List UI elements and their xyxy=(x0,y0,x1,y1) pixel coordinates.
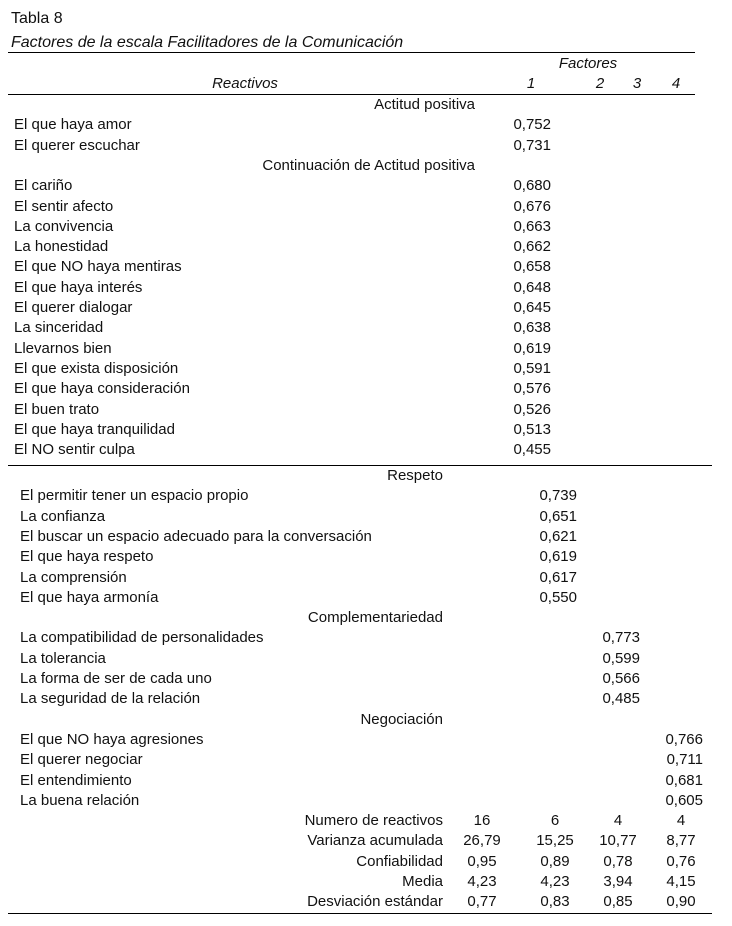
section-heading: Complementariedad xyxy=(307,609,443,627)
stat-value: 0,90 xyxy=(666,893,696,911)
stat-value: 0,85 xyxy=(603,893,633,911)
item-loading: 0,739 xyxy=(539,487,577,505)
stat-value: 16 xyxy=(473,812,491,830)
item-label: El cariño xyxy=(14,177,73,195)
stat-label: Confiabilidad xyxy=(356,852,443,870)
item-label: La compatibilidad de personalidades xyxy=(20,629,264,647)
section-heading: Actitud positiva xyxy=(374,96,475,113)
stat-value: 10,77 xyxy=(599,832,637,850)
item-loading: 0,621 xyxy=(539,527,577,545)
item-label: El querer escuchar xyxy=(14,136,140,154)
stat-label: Media xyxy=(402,873,443,890)
stat-value: 4 xyxy=(613,812,623,830)
item-label: El querer dialogar xyxy=(14,299,133,316)
header-factores: Factores xyxy=(558,55,618,72)
item-label: La tolerancia xyxy=(20,649,106,667)
item-loading: 0,591 xyxy=(513,359,551,377)
header-factor-4: 4 xyxy=(671,75,681,92)
stat-value: 15,25 xyxy=(536,832,574,850)
stat-value: 4,23 xyxy=(540,873,570,890)
header-rule xyxy=(8,94,695,95)
stat-value: 0,76 xyxy=(666,852,696,870)
section-heading: Negociación xyxy=(360,710,443,728)
item-loading: 0,566 xyxy=(602,670,640,687)
section-heading: Respeto xyxy=(387,467,443,484)
stat-value: 3,94 xyxy=(603,873,633,890)
item-label: Llevarnos bien xyxy=(14,339,112,357)
header-factor-2: 2 xyxy=(595,75,605,92)
stat-label: Varianza acumulada xyxy=(307,832,443,850)
stat-value: 26,79 xyxy=(463,832,501,850)
item-label: La sinceridad xyxy=(14,319,104,337)
stat-value: 4,23 xyxy=(467,873,497,890)
header-factor-3: 3 xyxy=(632,75,642,92)
item-label: La comprensión xyxy=(20,568,127,586)
item-label: El sentir afecto xyxy=(14,197,114,215)
stat-value: 6 xyxy=(550,812,560,830)
item-label: La convivencia xyxy=(14,217,114,235)
item-label: El entendimiento xyxy=(20,771,132,789)
item-loading: 0,485 xyxy=(602,690,640,708)
item-loading: 0,550 xyxy=(539,588,577,606)
item-loading: 0,638 xyxy=(513,319,551,337)
item-label: El que NO haya agresiones xyxy=(20,730,204,748)
table-title: Factores de la escala Facilitadores de la Comunicación xyxy=(11,34,404,51)
item-loading: 0,680 xyxy=(513,177,551,195)
item-loading: 0,599 xyxy=(602,649,640,667)
item-label: El que haya armonía xyxy=(20,588,159,606)
item-loading: 0,658 xyxy=(513,258,551,276)
item-loading: 0,752 xyxy=(513,116,551,134)
item-label: La buena relación xyxy=(20,791,140,809)
stat-value: 4,15 xyxy=(666,873,696,890)
stat-value: 0,77 xyxy=(467,893,497,911)
stat-value: 0,95 xyxy=(467,852,497,870)
item-loading: 0,619 xyxy=(539,548,577,566)
item-loading: 0,513 xyxy=(513,420,551,438)
item-loading: 0,663 xyxy=(513,217,551,235)
item-label: El permitir tener un espacio propio xyxy=(20,487,249,505)
item-label: El que haya amor xyxy=(14,116,132,134)
item-loading: 0,731 xyxy=(513,136,551,154)
item-label: El querer negociar xyxy=(20,751,143,769)
stat-value: 0,89 xyxy=(540,852,570,870)
item-label: La confianza xyxy=(20,507,106,525)
item-label: El buscar un espacio adecuado para la conversación xyxy=(20,527,372,545)
item-loading: 0,605 xyxy=(665,791,703,809)
item-loading: 0,711 xyxy=(666,751,703,769)
table-label: Tabla 8 xyxy=(11,10,63,27)
item-loading: 0,648 xyxy=(513,278,551,296)
item-loading: 0,617 xyxy=(539,568,577,586)
item-label: El que haya consideración xyxy=(14,380,190,398)
stat-value: 8,77 xyxy=(666,832,696,850)
item-loading: 0,662 xyxy=(513,238,551,256)
item-loading: 0,681 xyxy=(665,771,703,789)
stat-label: Desviación estándar xyxy=(307,893,443,911)
stat-value: 4 xyxy=(676,812,686,830)
top-rule xyxy=(8,52,695,53)
item-loading: 0,766 xyxy=(665,730,703,748)
item-label: La seguridad de la relación xyxy=(20,690,201,708)
header-reactivos: Reactivos xyxy=(212,75,278,92)
item-label: El que exista disposición xyxy=(14,359,179,377)
header-factor-1: 1 xyxy=(526,75,536,92)
item-label: El que haya respeto xyxy=(20,548,154,566)
item-loading: 0,576 xyxy=(513,380,551,398)
section-rule xyxy=(8,465,712,466)
bottom-rule xyxy=(8,913,712,914)
item-loading: 0,773 xyxy=(602,629,640,647)
item-label: El que haya interés xyxy=(14,278,143,296)
item-label: El que haya tranquilidad xyxy=(14,420,175,438)
section-heading: Continuación de Actitud positiva xyxy=(262,156,475,174)
item-loading: 0,455 xyxy=(513,441,551,459)
item-loading: 0,526 xyxy=(513,400,551,418)
item-label: La honestidad xyxy=(14,238,109,256)
item-loading: 0,676 xyxy=(513,197,551,215)
item-loading: 0,619 xyxy=(513,339,551,357)
stat-value: 0,83 xyxy=(540,893,570,911)
item-label: El buen trato xyxy=(14,400,100,418)
item-label: La forma de ser de cada uno xyxy=(20,670,212,687)
stat-value: 0,78 xyxy=(603,852,633,870)
item-label: El NO sentir culpa xyxy=(14,441,135,459)
item-label: El que NO haya mentiras xyxy=(14,258,182,276)
item-loading: 0,651 xyxy=(539,507,577,525)
item-loading: 0,645 xyxy=(513,299,551,316)
stat-label: Numero de reactivos xyxy=(304,812,443,830)
